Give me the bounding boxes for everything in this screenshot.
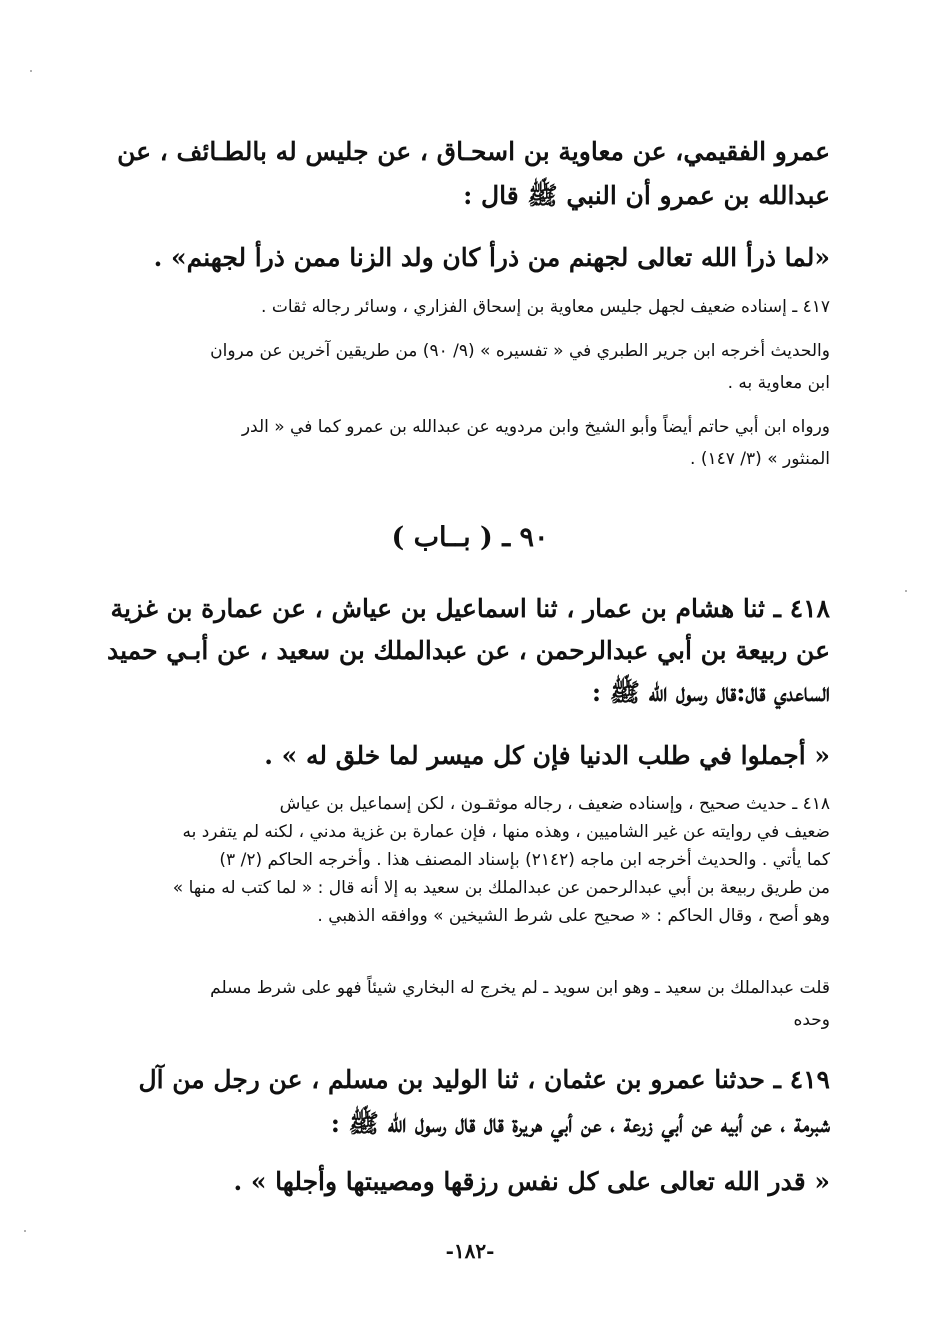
note-line: من طريق ربيعة بن أبي عبدالرحمن عن عبدالملك بن سعيد به إلا أنه قال : « لما كتب له منها » — [172, 878, 830, 898]
text-line: شبرمة ، عن أبيه عن أبي زرعة ، عن أبي هريرة قال قال رسول الله ﷺ : — [330, 1109, 830, 1138]
note-line: ورواه ابن أبي حاتم أيضاً وأبو الشيخ وابن مردويه عن عبدالله بن عمرو كما في « الدر — [241, 417, 830, 437]
hadith-418-matn — [264, 734, 830, 778]
text-line: عن ربيعة بن أبي عبدالرحمن ، عن عبدالملك بن سعيد ، عن أبـي حميد — [106, 636, 830, 665]
note-line: ٤١٧ ـ إسناده ضعيف لجهل جليس معاوية بن إسحاق الفزاري ، وسائر رجاله ثقات . — [261, 297, 830, 317]
hadith-417-isnad — [117, 130, 830, 218]
note-line: ٤١٨ ـ حديث صحيح ، وإسناده ضعيف ، رجاله موثقـون ، لكن إسماعيل بن عياش — [279, 794, 830, 814]
text-line: « قدر الله تعالى على كل نفس رزقها ومصيبتها وأجلها » . — [233, 1167, 830, 1196]
note-line: ابن معاوية به . — [727, 373, 830, 393]
scan-speck — [24, 1230, 26, 1232]
hadith-419-matn — [233, 1160, 830, 1204]
scan-speck — [30, 70, 32, 72]
scan-speck — [905, 590, 907, 592]
note-line: ضعيف في روايته عن غير الشاميين ، وهذه منها ، فإن عمارة بن غزية مدني ، لكنه لم يتفرد به — [182, 822, 830, 842]
text-line: عبدالله بن عمرو أن النبي ﷺ قال : — [463, 181, 830, 210]
footnote-418-remark — [160, 972, 830, 1036]
text-line: « أجملوا في طلب الدنيا فإن كل ميسر لما خلق له » . — [264, 741, 830, 770]
chapter-heading — [300, 518, 640, 558]
text-line: «لما ذرأ الله تعالى لجهنم من ذرأ كان ولد الزنا ممن ذرأ لجهنم» . — [153, 243, 830, 272]
note-line: قلت عبدالملك بن سعيد ـ وهو ابن سويد ـ لم يخرج له البخاري شيئاً فهو على شرط مسلم — [210, 978, 830, 998]
text-line: ٤١٨ ـ ثنا هشام بن عمار ، ثنا اسماعيل بن عياش ، عن عمارة بن غزية — [110, 594, 830, 623]
page-number-text: -١٨٢- — [445, 1239, 495, 1263]
text-line: عمرو الفقيمي، عن معاوية بن اسحـاق ، عن جليس له بالطـائف ، عن — [117, 137, 830, 166]
text-line: الساعدي قال:قال رسول الله ﷺ : — [591, 678, 830, 707]
hadith-419-isnad — [138, 1058, 830, 1146]
hadith-417-matn — [153, 236, 830, 280]
note-line: وحده — [793, 1010, 830, 1030]
note-line: والحديث أخرجه ابن جرير الطبري في « تفسيره » (٩/ ٩٠) من طريقين آخرين عن مروان — [210, 341, 830, 361]
footnote-417 — [160, 292, 830, 476]
page-number — [420, 1236, 520, 1266]
hadith-418-isnad — [106, 588, 830, 714]
note-line: المنثور » (٣/ ١٤٧) . — [690, 449, 830, 469]
note-line: كما يأتي . والحديث أخرجه ابن ماجه (٢١٤٢) بإسناد المصنف هذا . وأخرجه الحاكم (٢/ ٣) — [219, 850, 830, 870]
note-line: وهو أصح ، وقال الحاكم : « صحيح على شرط الشيخين » ووافقه الذهبي . — [317, 906, 830, 926]
chapter-heading-text: ٩٠ ـ ( بــاب ) — [391, 522, 549, 553]
text-line: ٤١٩ ـ حدثنا عمرو بن عثمان ، ثنا الوليد بن مسلم ، عن رجل من آل — [138, 1065, 830, 1094]
footnote-418 — [160, 790, 830, 930]
